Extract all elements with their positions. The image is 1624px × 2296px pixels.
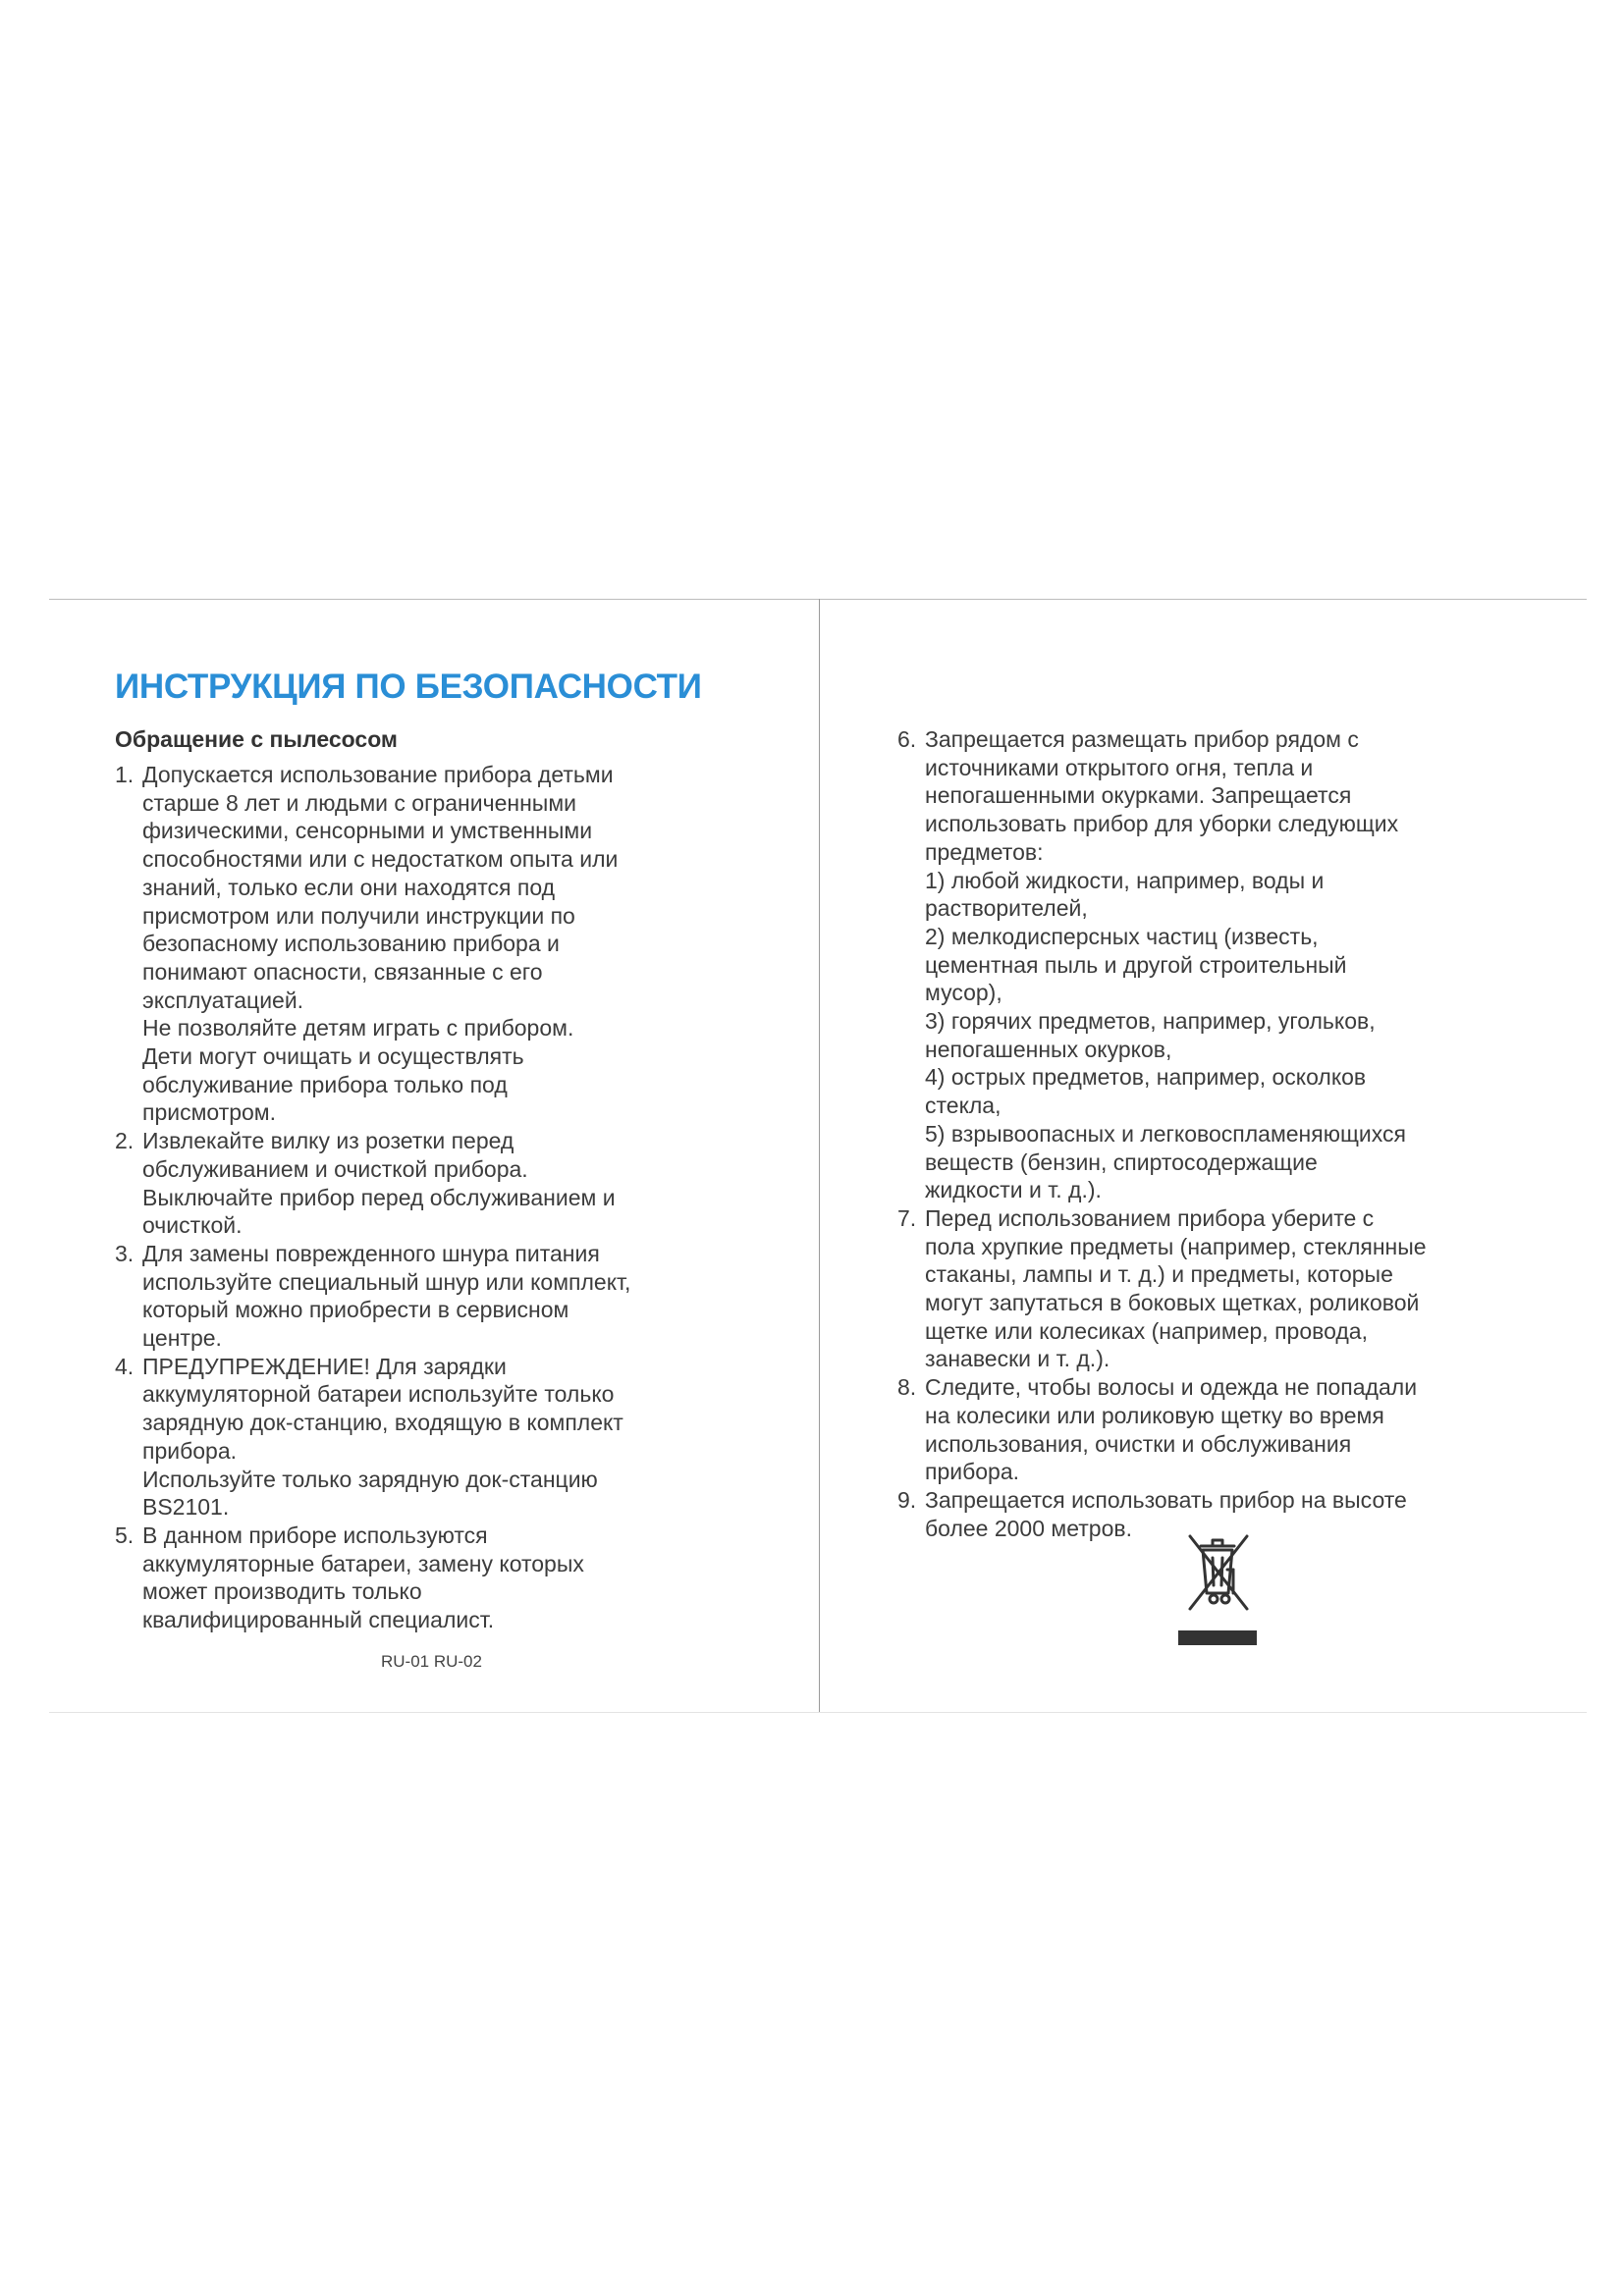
- list-item-text: безопасному использованию прибора и: [142, 931, 560, 957]
- list-item-text: ПРЕДУПРЕЖДЕНИЕ! Для зарядки: [142, 1353, 507, 1379]
- list-item-text: Запрещается размещать прибор рядом с: [925, 726, 1359, 752]
- list-item-text: стекла,: [925, 1093, 1001, 1119]
- list-item-text: Дети могут очищать и осуществлять: [142, 1043, 524, 1070]
- list-item-text: способностями или с недостатком опыта или: [142, 846, 619, 873]
- list-item-text: В данном приборе используются: [142, 1522, 488, 1548]
- list-item-number: 3.: [115, 1240, 135, 1266]
- list-item-text: присмотром или получили инструкции по: [142, 902, 575, 929]
- list-item: [115, 761, 743, 1127]
- safety-list-right: [897, 725, 1545, 1542]
- list-item-text: эксплуатацией.: [142, 987, 304, 1013]
- list-item-text: цементная пыль и другой строительный: [925, 951, 1347, 978]
- list-item-number: 6.: [897, 726, 917, 752]
- list-item-text: 3) горячих предметов, например, угольков,: [925, 1008, 1376, 1035]
- list-item-text: Извлекайте вилку из розетки перед: [142, 1128, 514, 1154]
- list-item-text: Не позволяйте детям играть с прибором.: [142, 1015, 574, 1041]
- list-item-text: предметов:: [925, 838, 1044, 865]
- list-item-text: Выключайте прибор перед обслуживанием и: [142, 1184, 616, 1210]
- list-item-text: щетке или колесиках (например, провода,: [925, 1317, 1368, 1344]
- list-item-text: может производить только: [142, 1578, 422, 1605]
- page-numbers: RU-01 RU-02: [381, 1652, 482, 1671]
- list-item-text: понимают опасности, связанные с его: [142, 958, 543, 985]
- weee-underline-bar: [1178, 1630, 1257, 1645]
- list-item-text: квалифицированный специалист.: [142, 1607, 495, 1633]
- list-item-number: 2.: [115, 1128, 135, 1154]
- list-item-number: 7.: [897, 1204, 917, 1231]
- list-item-text: Запрещается использовать прибор на высоте: [925, 1486, 1407, 1513]
- list-item: [897, 1204, 1545, 1373]
- list-item-number: 4.: [115, 1353, 135, 1379]
- list-item: [897, 1373, 1545, 1486]
- list-item: [897, 725, 1545, 1204]
- list-item: [115, 1240, 743, 1353]
- list-item-number: 9.: [897, 1486, 917, 1513]
- list-item-text: аккумуляторные батареи, замену которых: [142, 1550, 584, 1576]
- list-item-text: 2) мелкодисперсных частиц (известь,: [925, 923, 1319, 949]
- list-item-text: старше 8 лет и людьми с ограниченными: [142, 789, 576, 816]
- list-item-text: источниками открытого огня, тепла и: [925, 754, 1314, 780]
- list-item-text: аккумуляторной батареи используйте только: [142, 1381, 615, 1408]
- list-item-text: непогашенных окурков,: [925, 1036, 1172, 1062]
- section-subtitle: Обращение с пылесосом: [115, 726, 398, 752]
- list-item-text: физическими, сенсорными и умственными: [142, 818, 593, 844]
- list-item-text: используйте специальный шнур или комплект,: [142, 1268, 631, 1295]
- list-item-text: стаканы, лампы и т. д.) и предметы, которые: [925, 1261, 1393, 1288]
- list-item-text: Допускается использование прибора детьми: [142, 762, 614, 787]
- list-item: [115, 1353, 743, 1522]
- list-item-text: центре.: [142, 1325, 222, 1352]
- list-item-text: жидкости и т. д.).: [925, 1177, 1102, 1203]
- list-item-text: присмотром.: [142, 1099, 277, 1126]
- list-item-text: очисткой.: [142, 1212, 243, 1239]
- list-item-text: веществ (бензин, спиртосодержащие: [925, 1148, 1318, 1175]
- list-item: [115, 1522, 743, 1634]
- weee-bin-icon: [1168, 1526, 1267, 1615]
- list-item-text: мусор),: [925, 980, 1002, 1006]
- list-item-text: зарядную док-станцию, входящую в комплект: [142, 1410, 623, 1436]
- list-item-text: использовать прибор для уборки следующих: [925, 811, 1399, 837]
- list-item-text: Используйте только зарядную док-станцию: [142, 1466, 598, 1492]
- list-item-text: Следите, чтобы волосы и одежда не попадали: [925, 1374, 1418, 1401]
- list-item-text: более 2000 метров.: [925, 1515, 1132, 1541]
- list-item-text: который можно приобрести в сервисном: [142, 1297, 569, 1323]
- list-item-text: пола хрупкие предметы (например, стеклянные: [925, 1233, 1427, 1259]
- list-item-text: занавески и т. д.).: [925, 1346, 1110, 1372]
- list-item-text: прибора.: [925, 1459, 1020, 1485]
- page-fold-divider: [819, 599, 820, 1712]
- list-item-text: 4) острых предметов, например, осколков: [925, 1064, 1367, 1091]
- bottom-divider: [49, 1712, 1587, 1713]
- list-item-text: прибора.: [142, 1437, 238, 1464]
- list-item-number: 8.: [897, 1374, 917, 1401]
- list-item-text: 1) любой жидкости, например, воды и: [925, 867, 1325, 893]
- list-item-text: обслуживанием и очисткой прибора.: [142, 1155, 528, 1182]
- list-item-text: 5) взрывоопасных и легковоспламеняющихся: [925, 1120, 1406, 1147]
- list-item-text: на колесики или роликовую щетку во время: [925, 1402, 1384, 1428]
- list-item-text: использования, очистки и обслуживания: [925, 1430, 1352, 1457]
- list-item-text: Перед использованием прибора уберите с: [925, 1204, 1375, 1231]
- list-item-text: Для замены поврежденного шнура питания: [142, 1240, 600, 1266]
- list-item-text: растворителей,: [925, 895, 1088, 922]
- top-divider: [49, 599, 1587, 600]
- list-item-text: могут запутаться в боковых щетках, роликовой: [925, 1290, 1420, 1316]
- page-title: ИНСТРУКЦИЯ ПО БЕЗОПАСНОСТИ: [115, 667, 702, 706]
- list-item-text: непогашенными окурками. Запрещается: [925, 782, 1352, 809]
- list-item-text: BS2101.: [142, 1494, 230, 1521]
- safety-list-left: [115, 761, 743, 1634]
- list-item-text: знаний, только если они находятся под: [142, 874, 556, 900]
- list-item-number: 5.: [115, 1522, 135, 1548]
- list-item: [115, 1127, 743, 1240]
- list-item-text: обслуживание прибора только под: [142, 1071, 508, 1097]
- list-item-number: 1.: [115, 762, 135, 787]
